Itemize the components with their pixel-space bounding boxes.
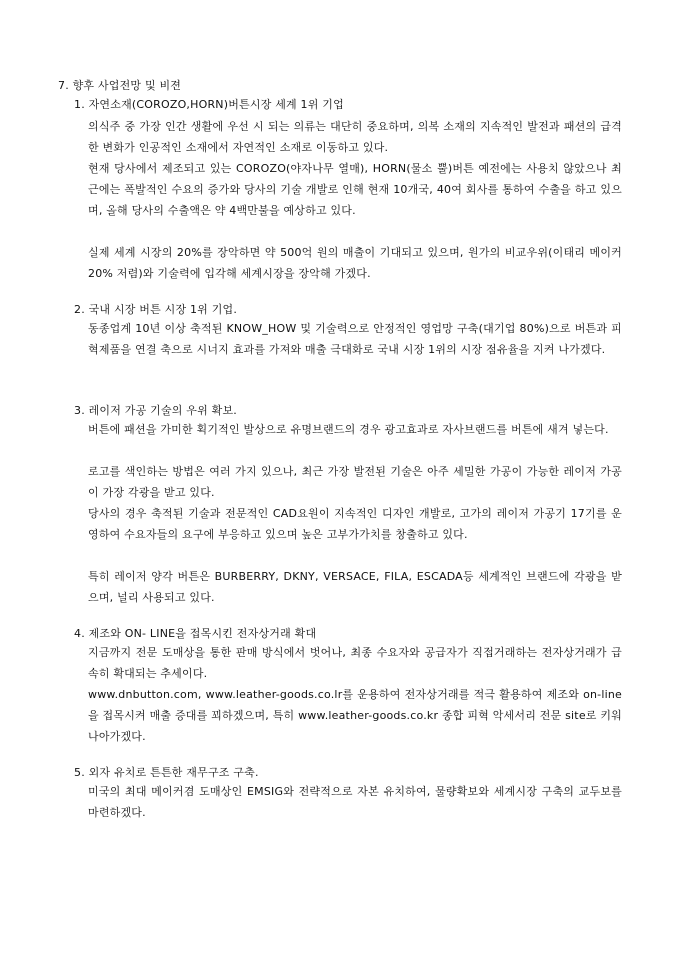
section-3-paragraph: 특히 레이저 양각 버튼은 BURBERRY, DKNY, VERSACE, FILA, ESCADA등 세계적인 브랜드에 각광을 받으며, 널리 사용되고 있다. bbox=[88, 570, 622, 604]
section-1-paragraph: 실제 세계 시장의 20%를 장악하면 약 500억 원의 매출이 기대되고 있으며, 원가의 비교우위(이태리 메이커 20% 저렴)와 기술력에 입각해 세계시장을 장악해 가겠다. bbox=[88, 246, 622, 280]
section-3-paragraph: 로고를 색인하는 방법은 여러 가지 있으나, 최근 가장 발전된 기술은 아주 세밀한 가공이 가능한 레이저 가공이 가장 각광을 받고 있다. bbox=[88, 465, 622, 499]
section-3-title: 3. 레이저 가공 기술의 우위 확보. bbox=[74, 404, 237, 417]
section-5-paragraph: 미국의 최대 메이커겸 도매상인 EMSIG와 전략적으로 자본 유치하여, 물량확보와 세계시장 구축의 교두보를 마련하겠다. bbox=[88, 785, 622, 819]
section-4-paragraph: 지금까지 전문 도매상을 통한 판매 방식에서 벗어나, 최종 수요자와 공급자가 직접거래하는 전자상거래가 급속히 확대되는 추세이다. bbox=[88, 646, 622, 680]
section-2-title: 2. 국내 시장 버튼 시장 1위 기업. bbox=[74, 303, 238, 316]
section-5-title: 5. 외자 유치로 튼튼한 재무구조 구축. bbox=[74, 766, 259, 779]
section-4-paragraph: www.dnbutton.com, www.leather-goods.co.lr를 운용하여 전자상거래를 적극 활용하여 제조와 on-line을 접목시켜 매출 증대를 꾀하겠으며, 특히 www.leather-goods.co.kr 종합 피혁 악세서리 전문 site로 키워 나아가겠다. bbox=[88, 688, 622, 743]
section-1-paragraph: 의식주 중 가장 인간 생활에 우선 시 되는 의류는 대단히 중요하며, 의복 소재의 지속적인 발전과 패션의 급격한 변화가 인공적인 소재에서 자연적인 소재로 이동하고 있다. bbox=[88, 120, 622, 154]
section-2-paragraph: 동종업계 10년 이상 축적된 KNOW_HOW 및 기술력으로 안정적인 영업망 구축(대기업 80%)으로 버튼과 피혁제품을 연결 축으로 시너지 효과를 가져와 매출 극대화로 국내 시장 1위의 시장 점유율을 지켜 나가겠다. bbox=[88, 322, 622, 356]
section-4-title: 4. 제조와 ON- LINE을 접목시킨 전자상거래 확대 bbox=[74, 627, 317, 640]
section-heading: 7. 향후 사업전망 및 비젼 bbox=[58, 79, 182, 92]
section-1-title: 1. 자연소재(COROZO,HORN)버튼시장 세계 1위 기업 bbox=[74, 98, 344, 111]
section-3-paragraph: 당사의 경우 축적된 기술과 전문적인 CAD요원이 지속적인 디자인 개발로, 고가의 레이저 가공기 17기를 운영하여 수요자들의 요구에 부응하고 있으며 높은 고부가가치를 창출하고 있다. bbox=[88, 507, 622, 541]
section-3-paragraph: 버튼에 패션을 가미한 획기적인 발상으로 유명브랜드의 경우 광고효과로 자사브랜드를 버튼에 새겨 넣는다. bbox=[88, 423, 609, 436]
section-1-paragraph: 현재 당사에서 제조되고 있는 COROZO(야자나무 열매), HORN(물소 뿔)버튼 예전에는 사용치 않았으나 최근에는 폭발적인 수요의 증가와 당사의 기술 개발로 인해 현재 10개국, 40여 회사를 통하여 수출을 하고 있으며, 올해 당사의 수출액은 약 4백만불을 예상하고 있다. bbox=[88, 162, 622, 217]
